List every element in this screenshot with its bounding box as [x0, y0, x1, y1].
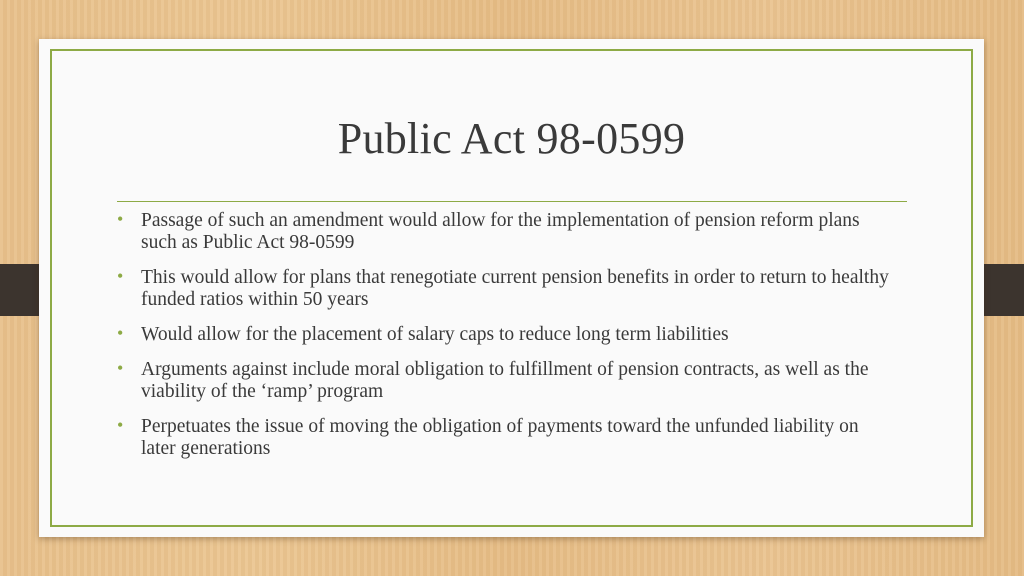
bullet-list [117, 210, 897, 473]
slide-title: Public Act 98-0599 [337, 114, 686, 163]
bullet-text: Perpetuates the issue of moving the obligation of payments toward the unfunded liability on later generations [141, 416, 859, 459]
title-divider [117, 201, 907, 202]
bullet-item [117, 416, 897, 460]
slide-card [39, 39, 984, 537]
bullet-text: Would allow for the placement of salary caps to reduce long term liabilities [141, 324, 729, 345]
bullet-text: This would allow for plans that renegotiate current pension benefits in order to return to healthy funded ratios within 50 years [141, 267, 889, 310]
bullet-item [117, 359, 897, 403]
bullet-icon: • [117, 358, 124, 378]
bullet-icon: • [117, 266, 124, 286]
bullet-icon: • [117, 209, 124, 229]
bullet-item [117, 324, 897, 346]
bullet-icon: • [117, 323, 124, 343]
bullet-text: Arguments against include moral obligation to fulfillment of pension contracts, as well as the viability of the ‘ramp’ program [141, 359, 869, 402]
bullet-text: Passage of such an amendment would allow for the implementation of pension reform plans such as Public Act 98-0599 [141, 210, 860, 253]
bullet-item [117, 267, 897, 311]
bullet-item [117, 210, 897, 254]
bullet-icon: • [117, 415, 124, 435]
